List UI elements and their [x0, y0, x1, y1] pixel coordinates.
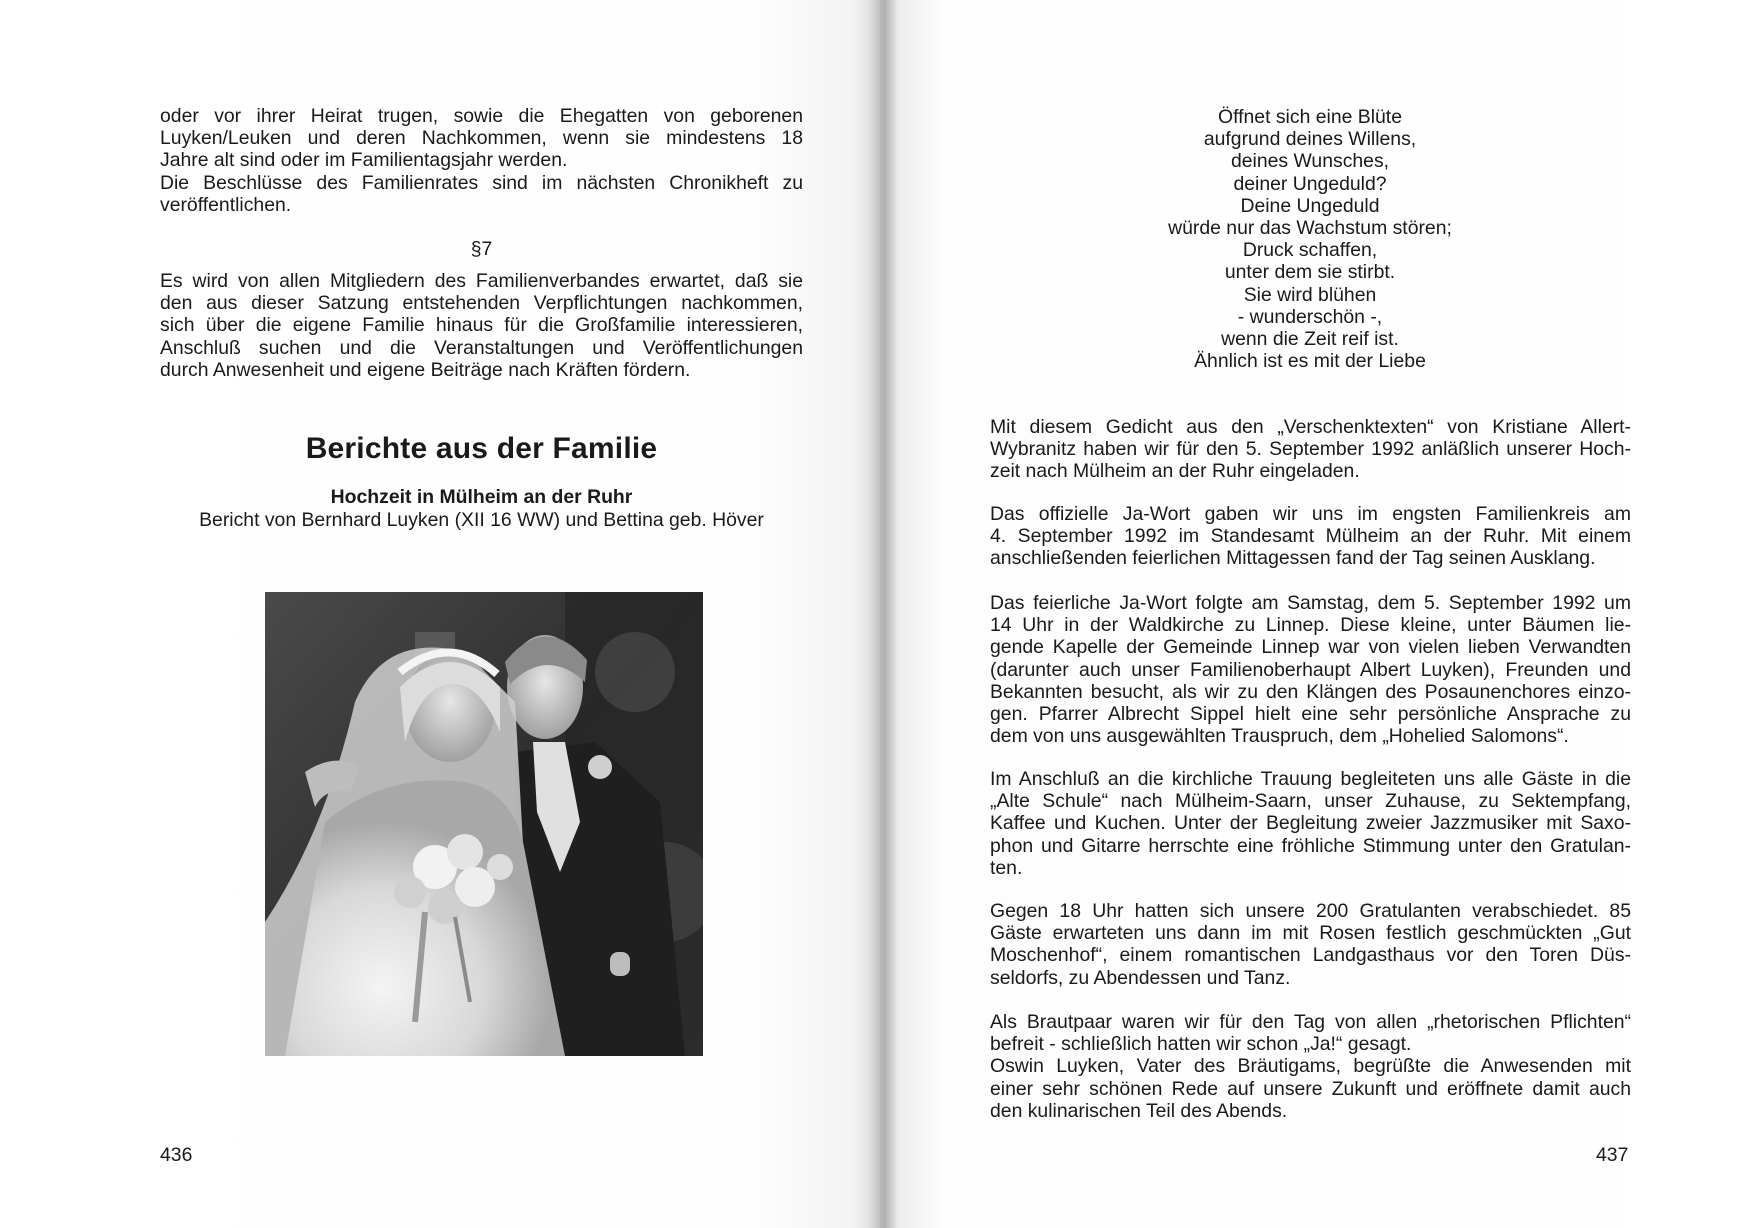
poem-line: Sie wird blühen [1243, 283, 1377, 306]
poem-line: Druck schaffen, [1242, 239, 1378, 262]
poem-line: wenn die Zeit reif ist. [1221, 328, 1399, 351]
text-line: Oswin Luyken, Vater des Bräutigams, begrüßte die Anwesenden mit [990, 1055, 1631, 1078]
text-line: einer sehr schönen Rede auf unsere Zukunft und eröffnete damit auch [990, 1077, 1631, 1100]
poem [1108, 106, 1512, 372]
poem-line: Deine Ungeduld [1240, 194, 1380, 217]
book-gutter [868, 0, 898, 1228]
text-line: den kulinarischen Teil des Abends. [990, 1099, 1288, 1122]
text-line: Das offizielle Ja-Wort gaben wir uns im engsten Familienkreis am [990, 503, 1631, 525]
text-line: ten. [990, 856, 1023, 879]
report-paragraph [990, 503, 1631, 570]
text-line: Gäste erwarteten uns dann im mit Rosen festlich geschmückten „Gut [990, 922, 1631, 945]
text-line: den aus dieser Satzung entstehenden Verpflichtungen nachkommen, [160, 292, 803, 315]
poem-line: würde nur das Wachstum stören; [1168, 217, 1452, 240]
text-line: Jahre alt sind oder im Familientagsjahr werden. [160, 149, 568, 172]
text-line: Wybranitz haben wir für den 5. September 1992 anläßlich unserer Hoch- [990, 438, 1631, 461]
wedding-photo [265, 592, 703, 1056]
text-line: zeit nach Mülheim an der Ruhr eingeladen. [990, 460, 1360, 483]
poem-line: deiner Ungeduld? [1233, 172, 1387, 195]
poem-line: - wunderschön -, [1237, 305, 1383, 328]
text-line: dem von uns ausgewählten Trauspruch, dem „Hohelied Salomons“. [990, 725, 1569, 748]
report-paragraph [990, 416, 1631, 483]
text-line: Luyken/Leuken und deren Nachkommen, wenn sie mindestens 18 [160, 127, 803, 150]
text-line: Anschluß suchen und die Veranstaltungen und Veröffentlichungen [160, 336, 803, 359]
report-paragraph [990, 1011, 1631, 1122]
section-sign-heading: §7 [470, 238, 493, 260]
poem-line: Ähnlich ist es mit der Liebe [1194, 350, 1426, 373]
poem-line: Öffnet sich eine Blüte [1218, 106, 1402, 128]
page-number-right: 437 [1596, 1144, 1629, 1166]
page-number-left: 436 [160, 1144, 193, 1166]
text-line: Das feierliche Ja-Wort folgte am Samstag, dem 5. September 1992 um [990, 592, 1631, 614]
statute-paragraph [160, 105, 803, 216]
report-paragraph [990, 768, 1631, 879]
text-line: 14 Uhr in der Waldkirche zu Linnep. Diese kleine, unter Bäumen lie- [990, 614, 1631, 637]
text-line: sich über die eigene Familie hinaus für die Großfamilie interessieren, [160, 314, 803, 337]
report-paragraph [990, 592, 1631, 747]
text-line: veröffentlichen. [160, 193, 292, 216]
text-line: gende Kapelle der Gemeinde Linnep war von vielen lieben Verwandten [990, 636, 1631, 659]
statute-paragraph-7 [160, 270, 803, 381]
text-line: 4. September 1992 im Standesamt Mülheim an der Ruhr. Mit einem [990, 525, 1631, 548]
report-paragraph [990, 900, 1631, 989]
text-line: „Alte Schule“ nach Mülheim-Saarn, unser Zuhause, zu Sektempfang, [990, 790, 1631, 813]
text-line: oder vor ihrer Heirat trugen, sowie die Ehegatten von geborenen [160, 105, 803, 127]
poem-line: unter dem sie stirbt. [1224, 261, 1396, 284]
text-line: Im Anschluß an die kirchliche Trauung begleiteten uns alle Gäste in die [990, 768, 1631, 790]
text-line: Kaffee und Kuchen. Unter der Begleitung zweier Jazzmusiker mit Saxo- [990, 812, 1631, 835]
text-line: (darunter auch unser Familienoberhaupt Albert Luyken), Freunden und [990, 658, 1631, 681]
text-line: anschließenden feierlichen Mittagessen fand der Tag seinen Ausklang. [990, 547, 1596, 570]
text-line: gen. Pfarrer Albrecht Sippel hielt eine sehr persönliche Ansprache zu [990, 703, 1631, 726]
section-title: Berichte aus der Familie [305, 432, 658, 465]
text-line: Als Brautpaar waren wir für den Tag von allen „rhetorischen Pflichten“ [990, 1011, 1631, 1033]
poem-line: deines Wunsches, [1230, 150, 1390, 173]
text-line: phon und Gitarre herrschte eine fröhliche Stimmung unter den Gratulan- [990, 834, 1631, 857]
text-line: Moschenhof“, einem romantischen Landgasthaus vor den Toren Düs- [990, 944, 1631, 967]
text-line: Bekannten besucht, als wir zu den Klängen des Posaunenchores einzo- [990, 680, 1631, 703]
text-line: Gegen 18 Uhr hatten sich unsere 200 Gratulanten verabschiedet. 85 [990, 900, 1631, 922]
article-byline: Bericht von Bernhard Luyken (XII 16 WW) und Bettina geb. Höver [199, 509, 764, 531]
text-line: Die Beschlüsse des Familienrates sind im nächsten Chronikheft zu [160, 171, 803, 194]
text-line: Es wird von allen Mitgliedern des Familienverbandes erwartet, daß sie [160, 270, 803, 292]
text-line: befreit - schließlich hatten wir schon „Ja!“ gesagt. [990, 1033, 1412, 1056]
article-title: Hochzeit in Mülheim an der Ruhr [330, 486, 633, 508]
text-line: seldorfs, zu Abendessen und Tanz. [990, 966, 1291, 989]
poem-line: aufgrund deines Willens, [1203, 128, 1417, 151]
text-line: Mit diesem Gedicht aus den „Verschenktexten“ von Kristiane Allert- [990, 416, 1631, 438]
text-line: durch Anwesenheit und eigene Beiträge nach Kräften fördern. [160, 358, 691, 381]
